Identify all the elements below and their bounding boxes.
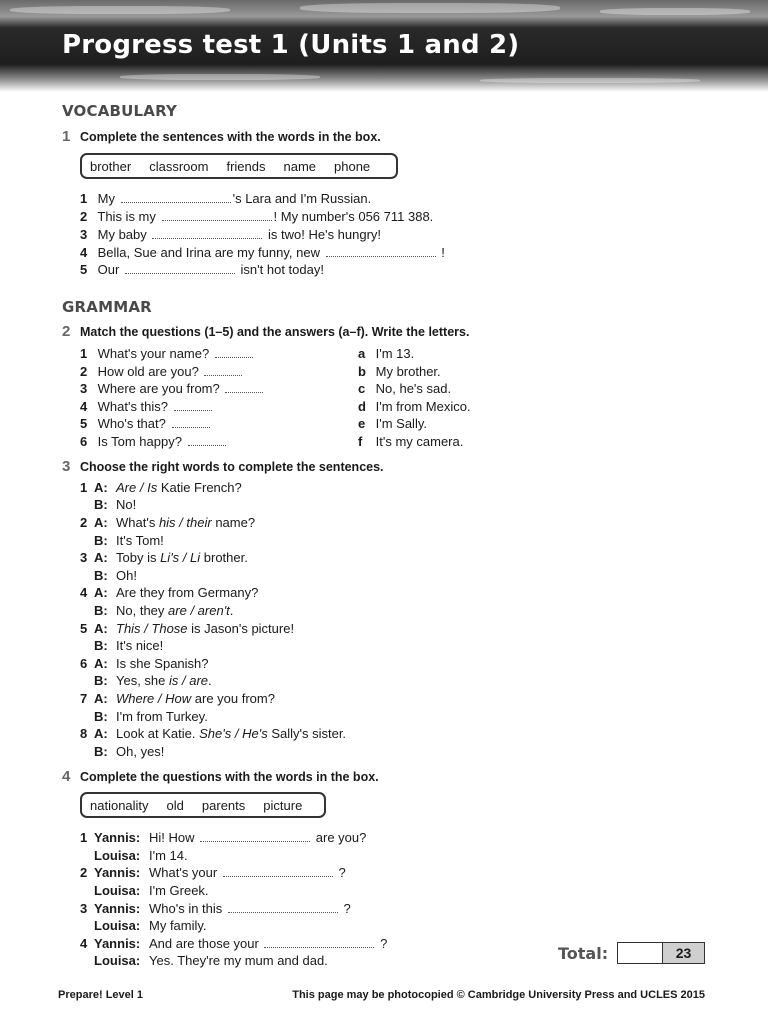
answer-text: I'm from Mexico.	[375, 399, 471, 414]
option-1[interactable]: are	[168, 603, 187, 618]
speaker-louisa: Louisa:	[94, 848, 141, 863]
ex3-line-a	[80, 549, 248, 566]
ex3-line-a	[80, 620, 294, 637]
speaker-a: A:	[94, 656, 108, 671]
item-number: 3	[80, 381, 88, 396]
item-number: 4	[80, 936, 88, 951]
option-2[interactable]: aren't	[197, 603, 230, 618]
answer-blank[interactable]	[174, 398, 212, 411]
text: Are they from Germany?	[116, 585, 259, 600]
ex3-line-b	[80, 637, 163, 654]
text: My family.	[149, 918, 207, 933]
ex1-sentence	[80, 208, 433, 225]
question-text: Where are you from?	[97, 381, 220, 396]
speaker-louisa: Louisa:	[94, 953, 141, 968]
speaker-b: B:	[94, 638, 108, 653]
exercise-3-heading	[62, 458, 384, 476]
exercise-instruction: Complete the questions with the words in the box.	[80, 770, 379, 784]
text: .	[208, 673, 212, 688]
section-grammar: GRAMMAR	[62, 298, 152, 316]
total-label: Total:	[558, 944, 609, 963]
item-number: 2	[80, 209, 88, 224]
ex1-sentence	[80, 244, 445, 261]
option-1[interactable]: This	[116, 621, 141, 636]
sentence-start: My	[97, 191, 115, 206]
speaker-a: A:	[94, 480, 108, 495]
ex3-line-b	[80, 567, 137, 584]
answer-letter: e	[358, 416, 366, 431]
answer-text: I'm 13.	[375, 346, 415, 361]
word-box-item: friends	[226, 158, 266, 174]
text: No!	[116, 497, 137, 512]
ex3-line-b	[80, 743, 164, 760]
ex2-answer	[358, 345, 414, 362]
word-box-4	[80, 792, 326, 818]
exercise-instruction: Match the questions (1–5) and the answers (a–f). Write the letters.	[80, 325, 470, 339]
text: Who's in this	[149, 901, 223, 916]
speaker-yannis: Yannis:	[94, 830, 141, 845]
item-number: 3	[80, 901, 88, 916]
ex2-answer	[358, 398, 471, 415]
item-number: 4	[80, 245, 88, 260]
answer-blank[interactable]	[121, 190, 231, 203]
item-number: 7	[80, 691, 88, 706]
speaker-a: A:	[94, 621, 108, 636]
word-box-item: brother	[90, 158, 132, 174]
answer-blank[interactable]	[326, 244, 436, 257]
ex4-line-yannis	[80, 864, 346, 881]
speaker-yannis: Yannis:	[94, 936, 141, 951]
speaker-b: B:	[94, 744, 108, 759]
score-entry-field[interactable]	[618, 943, 663, 963]
item-number: 6	[80, 434, 88, 449]
item-number: 2	[80, 515, 88, 530]
word-box-item: parents	[201, 797, 246, 813]
exercise-2-heading	[62, 323, 469, 341]
answer-blank[interactable]	[264, 935, 374, 948]
item-number: 1	[80, 480, 88, 495]
speaker-b: B:	[94, 709, 108, 724]
text: Look at Katie.	[116, 726, 200, 741]
text: Yes, she	[116, 673, 170, 688]
item-number: 8	[80, 726, 88, 741]
sentence-start: Bella, Sue and Irina are my funny, new	[97, 245, 320, 260]
option-2[interactable]: Is	[147, 480, 158, 495]
word-box-item: picture	[263, 797, 303, 813]
sentence-end: !	[441, 245, 445, 260]
speaker-yannis: Yannis:	[94, 865, 141, 880]
text: Hi! How	[149, 830, 195, 845]
exercise-number: 2	[62, 323, 71, 340]
answer-blank[interactable]	[162, 208, 272, 221]
text: Yes. They're my mum and dad.	[149, 953, 328, 968]
text: Katie French?	[157, 480, 242, 495]
speaker-a: A:	[94, 515, 108, 530]
sentence-start: My baby	[97, 227, 147, 242]
sentence-end: is two! He's hungry!	[268, 227, 382, 242]
item-number: 1	[80, 191, 88, 206]
ex4-line-yannis	[80, 935, 387, 952]
ex3-line-a	[80, 514, 255, 531]
question-text: What's your name?	[97, 346, 210, 361]
sentence-end: 's Lara and I'm Russian.	[232, 191, 372, 206]
answer-letter: a	[358, 346, 366, 361]
text: And are those your	[149, 936, 259, 951]
text: .	[229, 603, 234, 618]
option-separator: /	[175, 515, 187, 530]
question-text: Is Tom happy?	[97, 434, 182, 449]
word-box-item: classroom	[149, 158, 209, 174]
ex3-line-b	[80, 496, 136, 513]
total-score-box	[617, 942, 705, 964]
option-separator: /	[136, 480, 148, 495]
text: Oh!	[116, 568, 137, 583]
answer-letter: b	[358, 364, 366, 379]
footer-level: Prepare! Level 1	[58, 989, 143, 1001]
text: are you?	[315, 830, 367, 845]
answer-text: It's my camera.	[375, 434, 464, 449]
text: ?	[380, 936, 388, 951]
ex3-line-a	[80, 690, 275, 707]
ex2-question	[80, 380, 265, 397]
option-2[interactable]: Li	[190, 550, 201, 565]
answer-letter: d	[358, 399, 366, 414]
ex3-line-a	[80, 725, 346, 742]
answer-blank[interactable]	[204, 363, 242, 376]
text: Oh, yes!	[116, 744, 165, 759]
sentence-start: Our	[97, 262, 120, 277]
text: Sally's sister.	[267, 726, 347, 741]
answer-text: No, he's sad.	[375, 381, 452, 396]
ex3-line-b	[80, 532, 164, 549]
speaker-a: A:	[94, 585, 108, 600]
text: are you from?	[191, 691, 275, 706]
speaker-a: A:	[94, 691, 108, 706]
ex2-question	[80, 433, 228, 450]
answer-blank[interactable]	[125, 261, 235, 274]
ex2-answer	[358, 363, 441, 380]
page-title: Progress test 1 (Units 1 and 2)	[62, 30, 520, 60]
speaker-yannis: Yannis:	[94, 901, 141, 916]
question-text: Who's that?	[97, 416, 166, 431]
exercise-instruction: Choose the right words to complete the sentences.	[80, 460, 384, 474]
text: ?	[343, 901, 351, 916]
text: No, they	[116, 603, 169, 618]
ex4-line-yannis	[80, 900, 351, 917]
text: I'm 14.	[149, 848, 188, 863]
answer-letter: f	[358, 434, 363, 449]
option-1[interactable]: his	[158, 515, 176, 530]
speaker-b: B:	[94, 533, 108, 548]
speaker-b: B:	[94, 497, 108, 512]
sentence-start: This is my	[97, 209, 156, 224]
ex3-line-b	[80, 602, 233, 619]
answer-blank[interactable]	[188, 433, 226, 446]
option-1[interactable]: She's	[199, 726, 232, 741]
answer-blank[interactable]	[215, 345, 253, 358]
answer-blank[interactable]	[172, 415, 210, 428]
ex2-question	[80, 345, 255, 362]
answer-letter: c	[358, 381, 366, 396]
option-1[interactable]: is	[169, 673, 179, 688]
text: I'm Greek.	[149, 883, 209, 898]
text: It's nice!	[116, 638, 164, 653]
question-text: What's this?	[97, 399, 169, 414]
text: What's your	[149, 865, 218, 880]
item-number: 5	[80, 621, 88, 636]
ex2-answer	[358, 415, 427, 432]
answer-blank[interactable]	[152, 226, 262, 239]
option-1[interactable]: Where	[116, 691, 155, 706]
option-2[interactable]: He's	[242, 726, 268, 741]
item-number: 3	[80, 227, 88, 242]
ex2-question	[80, 398, 214, 415]
word-box-item: phone	[334, 158, 371, 174]
option-1[interactable]: Li's	[160, 550, 180, 565]
option-separator: /	[178, 673, 190, 688]
speaker-b: B:	[94, 603, 108, 618]
total-max-score: 23	[663, 943, 704, 963]
item-number: 2	[80, 364, 88, 379]
text: Toby is	[116, 550, 161, 565]
option-2[interactable]: Those	[151, 621, 188, 636]
word-box-item: old	[166, 797, 184, 813]
text: brother.	[200, 550, 248, 565]
exercise-number: 3	[62, 458, 71, 475]
answer-blank[interactable]	[223, 864, 333, 877]
ex2-question	[80, 363, 244, 380]
ex4-line-louisa	[80, 952, 328, 969]
exercise-number: 1	[62, 128, 71, 145]
section-vocabulary: VOCABULARY	[62, 102, 178, 120]
question-text: How old are you?	[97, 364, 199, 379]
answer-text: I'm Sally.	[375, 416, 427, 431]
text: I'm from Turkey.	[116, 709, 208, 724]
item-number: 1	[80, 346, 88, 361]
ex1-sentence	[80, 226, 381, 243]
option-2[interactable]: are	[189, 673, 209, 688]
ex4-line-louisa	[80, 882, 209, 899]
title-banner	[0, 0, 768, 92]
exercise-instruction: Complete the sentences with the words in the box.	[80, 130, 381, 144]
item-number: 1	[80, 830, 88, 845]
ex4-line-louisa	[80, 847, 188, 864]
ex3-line-b	[80, 672, 212, 689]
item-number: 2	[80, 865, 88, 880]
speaker-louisa: Louisa:	[94, 883, 141, 898]
word-box-item: nationality	[90, 797, 149, 813]
word-box-1	[80, 153, 398, 179]
item-number: 4	[80, 585, 88, 600]
item-number: 4	[80, 399, 88, 414]
ex2-answer	[358, 380, 451, 397]
item-number: 5	[80, 416, 88, 431]
answer-text: My brother.	[375, 364, 441, 379]
option-separator: /	[186, 603, 198, 618]
ex2-question	[80, 415, 212, 432]
answer-blank[interactable]	[200, 829, 310, 842]
option-separator: /	[140, 621, 152, 636]
option-2[interactable]: their	[186, 515, 212, 530]
speaker-louisa: Louisa:	[94, 918, 141, 933]
option-separator: /	[179, 550, 191, 565]
text: Is she Spanish?	[116, 656, 209, 671]
speaker-a: A:	[94, 550, 108, 565]
answer-blank[interactable]	[225, 380, 263, 393]
exercise-number: 4	[62, 768, 71, 785]
exercise-4-heading	[62, 768, 379, 786]
ex1-sentence	[80, 261, 324, 278]
answer-blank[interactable]	[228, 900, 338, 913]
ex3-line-b	[80, 708, 208, 725]
item-number: 5	[80, 262, 88, 277]
ex3-line-a	[80, 479, 242, 496]
option-2[interactable]: How	[165, 691, 192, 706]
option-1[interactable]: Are	[116, 480, 137, 495]
ex4-line-yannis	[80, 829, 366, 846]
sentence-end: ! My number's 056 711 388.	[273, 209, 434, 224]
word-box-item: name	[283, 158, 317, 174]
ex2-answer	[358, 433, 463, 450]
ex3-line-a	[80, 584, 258, 601]
ex3-line-a	[80, 655, 209, 672]
text: It's Tom!	[116, 533, 164, 548]
speaker-b: B:	[94, 673, 108, 688]
ex1-sentence	[80, 190, 371, 207]
text: ?	[338, 865, 346, 880]
option-separator: /	[154, 691, 166, 706]
text: is Jason's picture!	[187, 621, 295, 636]
ex4-line-louisa	[80, 917, 207, 934]
text: What's	[116, 515, 159, 530]
exercise-1-heading	[62, 128, 381, 146]
option-separator: /	[231, 726, 243, 741]
footer-copyright: This page may be photocopied © Cambridge University Press and UCLES 2015	[292, 989, 705, 1001]
text: name?	[211, 515, 256, 530]
sentence-end: isn't hot today!	[240, 262, 324, 277]
item-number: 3	[80, 550, 88, 565]
speaker-b: B:	[94, 568, 108, 583]
item-number: 6	[80, 656, 88, 671]
speaker-a: A:	[94, 726, 108, 741]
